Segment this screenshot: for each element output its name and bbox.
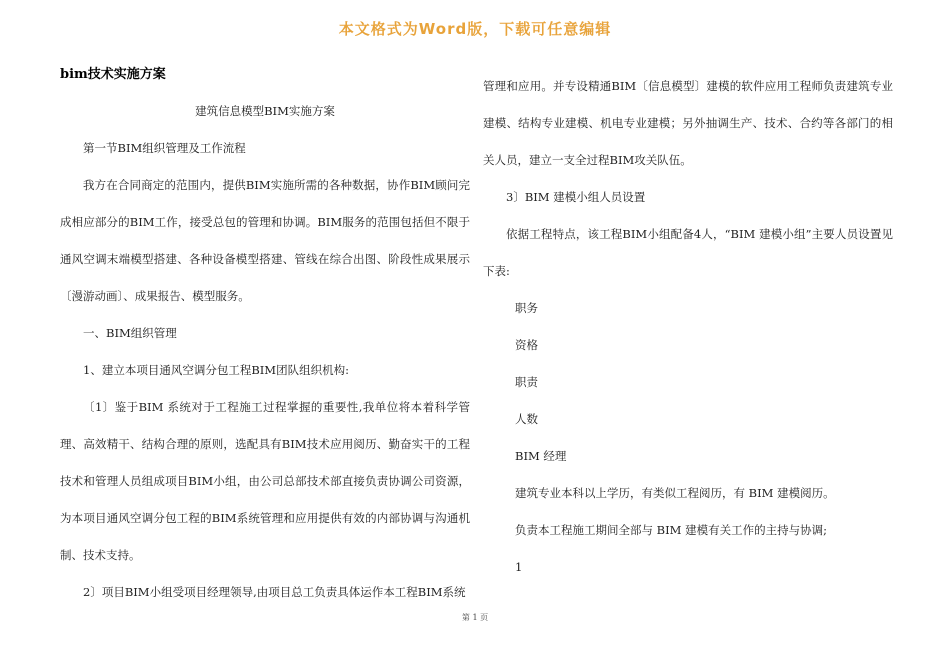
document-title: bim技术实施方案 (60, 67, 166, 82)
table-cell-position: BIM 经理 (515, 449, 567, 463)
section-title: 建筑信息模型BIM实施方案 (195, 104, 335, 118)
paragraph-leadership: 2〕项目BIM小组受项目经理领导,由项目总工负责具体运作本工程BIM系统 (83, 585, 466, 599)
paragraph-scope: 我方在合同商定的范围内，提供BIM实施所需的各种数据，协作BIM顾问完成相应部分的BIM工作，接受总包的管理和协调。BIM服务的范围包括但不限于通风空调末端模型搭建、各种设备模型搭建、管线在综合出图、阶段性成果展示〔漫游动画〕、成果报告、模型服务。 (60, 178, 470, 303)
table-cell-duty: 负责本工程施工期间全部与 BIM 建模有关工作的主持与协调; (515, 523, 827, 537)
paragraph-continued: 管理和应用。并专设精通BIM〔信息模型〕建模的软件应用工程师负责建筑专业建模、结构专业建模、机电专业建模；另外抽调生产、技术、合约等各部门的相关人员，建立一支全过程BIM攻关队伍。 (483, 79, 893, 167)
format-banner: 本文格式为Word版，下载可任意编辑 (338, 20, 612, 38)
item-team-setup: 1、建立本项目通风空调分包工程BIM团队组织机构: (83, 363, 349, 377)
left-column (60, 93, 470, 611)
paragraph-team-selection: 〔1〕鉴于BIM 系统对于工程施工过程掌握的重要性,我单位将本着科学管理、高效精干、结构合理的原则，选配具有BIM技术应用阅历、勤奋实干的工程技术和管理人员组成项目BIM小组，由公司总部技术部直接负责协调公司资源，为本项目通风空调分包工程的BIM系统管理和应用提供有效的内部协调与沟通机制、技术支持。 (60, 400, 470, 562)
table-header-count: 人数 (515, 412, 538, 426)
chapter-heading: 第一节BIM组织管理及工作流程 (83, 141, 246, 155)
right-column (483, 68, 893, 586)
table-header-position: 职务 (515, 301, 538, 315)
heading-staffing: 3〕BIM 建模小组人员设置 (506, 190, 646, 204)
paragraph-staffing: 依据工程特点，该工程BIM小组配备4人，“BIM 建模小组”主要人员设置见下表: (483, 227, 893, 278)
page-number: 第 1 页 (461, 613, 489, 622)
table-cell-qualification: 建筑专业本科以上学历，有类似工程阅历，有 BIM 建模阅历。 (515, 486, 835, 500)
table-header-qualification: 资格 (515, 338, 538, 352)
table-header-duty: 职责 (515, 375, 538, 389)
table-cell-count: 1 (515, 560, 523, 574)
heading-organization: 一、BIM组织管理 (83, 326, 177, 340)
